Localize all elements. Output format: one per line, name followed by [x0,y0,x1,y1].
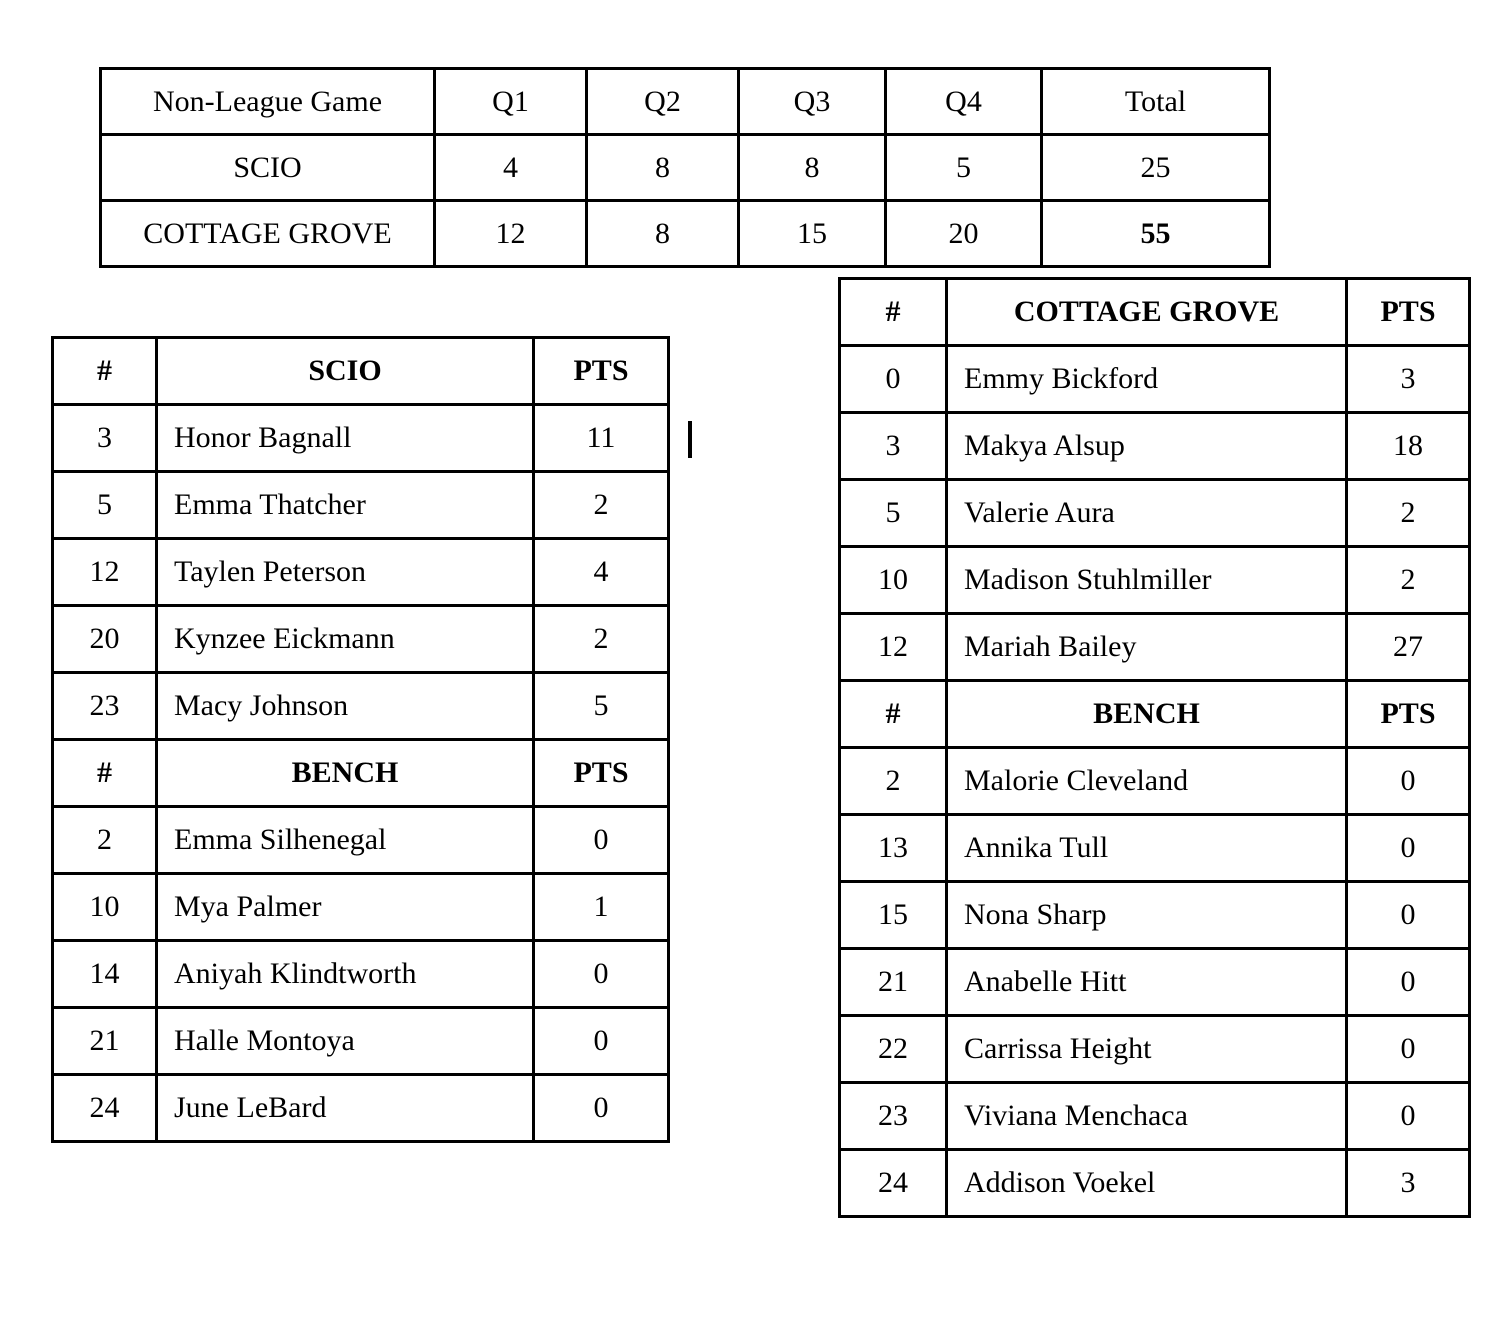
player-number-cell[interactable]: 20 [53,606,157,673]
player-points-cell[interactable]: 4 [534,539,669,606]
player-points-cell[interactable]: 2 [1347,480,1470,547]
player-points-cell[interactable]: 0 [534,941,669,1008]
total-score-cell[interactable]: 55 [1042,201,1270,267]
player-row [840,949,1470,1016]
player-number-cell[interactable]: 23 [840,1083,947,1150]
player-row [53,941,669,1008]
player-name-cell[interactable]: Anabelle Hitt [947,949,1347,1016]
player-row [840,413,1470,480]
player-row [840,547,1470,614]
score-header-row [101,69,1270,135]
roster-header-num[interactable]: # [53,338,157,405]
player-number-cell[interactable]: 23 [53,673,157,740]
player-row [53,673,669,740]
score-col-header-q2[interactable]: Q2 [587,69,739,135]
scio-roster-table [51,336,670,1143]
player-row [840,614,1470,681]
roster-header-pts[interactable]: PTS [1347,279,1470,346]
player-row [840,346,1470,413]
player-points-cell[interactable]: 2 [534,472,669,539]
player-name-cell[interactable]: Aniyah Klindtworth [157,941,534,1008]
player-number-cell[interactable]: 10 [53,874,157,941]
player-points-cell[interactable]: 0 [1347,1083,1470,1150]
player-row [840,748,1470,815]
player-row [53,874,669,941]
roster-header-bench[interactable]: BENCH [947,681,1347,748]
score-col-header-q1[interactable]: Q1 [435,69,587,135]
player-row [53,1075,669,1142]
quarter-score-cell[interactable]: 5 [886,135,1042,201]
player-number-cell[interactable]: 5 [840,480,947,547]
player-points-cell[interactable]: 5 [534,673,669,740]
roster-header-pts[interactable]: PTS [1347,681,1470,748]
player-row [840,882,1470,949]
player-name-cell[interactable]: Carrissa Height [947,1016,1347,1083]
score-col-header-total[interactable]: Total [1042,69,1270,135]
player-points-cell[interactable]: 0 [534,807,669,874]
player-number-cell[interactable]: 12 [53,539,157,606]
player-number-cell[interactable]: 22 [840,1016,947,1083]
quarter-score-cell[interactable]: 8 [587,201,739,267]
player-points-cell[interactable]: 11 [534,405,669,472]
roster-header-num[interactable]: # [840,279,947,346]
player-points-cell[interactable]: 0 [534,1075,669,1142]
player-name-cell[interactable]: Emmy Bickford [947,346,1347,413]
player-points-cell[interactable]: 3 [1347,1150,1470,1217]
quarter-score-cell[interactable]: 20 [886,201,1042,267]
player-number-cell[interactable]: 21 [840,949,947,1016]
player-points-cell[interactable]: 1 [534,874,669,941]
player-name-cell[interactable]: Emma Silhenegal [157,807,534,874]
player-number-cell[interactable]: 2 [53,807,157,874]
player-number-cell[interactable]: 2 [840,748,947,815]
player-name-cell[interactable]: Annika Tull [947,815,1347,882]
player-row [53,606,669,673]
player-row [53,807,669,874]
player-name-cell[interactable]: Nona Sharp [947,882,1347,949]
player-row [840,815,1470,882]
player-points-cell[interactable]: 27 [1347,614,1470,681]
player-number-cell[interactable]: 3 [840,413,947,480]
player-row [53,1008,669,1075]
bench-header-row [53,740,669,807]
player-name-cell[interactable]: Kynzee Eickmann [157,606,534,673]
player-points-cell[interactable]: 0 [1347,815,1470,882]
player-number-cell[interactable]: 24 [840,1150,947,1217]
player-name-cell[interactable]: Honor Bagnall [157,405,534,472]
roster-header-num[interactable]: # [840,681,947,748]
player-number-cell[interactable]: 3 [53,405,157,472]
cottage-grove-header-row [840,279,1470,346]
player-number-cell[interactable]: 15 [840,882,947,949]
quarter-score-cell[interactable]: 8 [739,135,886,201]
player-name-cell[interactable]: June LeBard [157,1075,534,1142]
player-points-cell[interactable]: 0 [1347,748,1470,815]
team-cell[interactable]: SCIO [101,135,435,201]
player-row [53,405,669,472]
player-row [840,1150,1470,1217]
player-name-cell[interactable]: Macy Johnson [157,673,534,740]
player-row [840,1016,1470,1083]
roster-header-pts[interactable]: PTS [534,338,669,405]
player-number-cell[interactable]: 5 [53,472,157,539]
quarter-score-cell[interactable]: 8 [587,135,739,201]
roster-header-bench[interactable]: BENCH [157,740,534,807]
cottage-grove-roster-table [838,277,1471,1218]
quarter-score-cell[interactable]: 4 [435,135,587,201]
score-col-header-game[interactable]: Non-League Game [101,69,435,135]
player-name-cell[interactable]: Madison Stuhlmiller [947,547,1347,614]
player-name-cell[interactable]: Valerie Aura [947,480,1347,547]
text-cursor [688,421,692,458]
player-points-cell[interactable]: 3 [1347,346,1470,413]
roster-header-team[interactable]: SCIO [157,338,534,405]
player-points-cell[interactable]: 0 [1347,882,1470,949]
team-cell[interactable]: COTTAGE GROVE [101,201,435,267]
player-points-cell[interactable]: 0 [534,1008,669,1075]
player-row [840,480,1470,547]
player-name-cell[interactable]: Mya Palmer [157,874,534,941]
player-number-cell[interactable]: 14 [53,941,157,1008]
scio-header-row [53,338,669,405]
player-row [840,1083,1470,1150]
quarter-score-cell[interactable]: 12 [435,201,587,267]
player-name-cell[interactable]: Halle Montoya [157,1008,534,1075]
player-row [53,472,669,539]
player-name-cell[interactable]: Addison Voekel [947,1150,1347,1217]
score-row-scio [101,135,1270,201]
player-number-cell[interactable]: 10 [840,547,947,614]
roster-header-num[interactable]: # [53,740,157,807]
quarter-score-cell[interactable]: 15 [739,201,886,267]
player-name-cell[interactable]: Viviana Menchaca [947,1083,1347,1150]
player-points-cell[interactable]: 2 [534,606,669,673]
player-name-cell[interactable]: Malorie Cleveland [947,748,1347,815]
score-col-header-q3[interactable]: Q3 [739,69,886,135]
player-points-cell[interactable]: 0 [1347,1016,1470,1083]
score-summary-table [99,67,1271,268]
bench-header-row [840,681,1470,748]
player-row [53,539,669,606]
player-points-cell[interactable]: 18 [1347,413,1470,480]
score-col-header-q4[interactable]: Q4 [886,69,1042,135]
player-number-cell[interactable]: 24 [53,1075,157,1142]
player-points-cell[interactable]: 2 [1347,547,1470,614]
roster-header-pts[interactable]: PTS [534,740,669,807]
player-name-cell[interactable]: Mariah Bailey [947,614,1347,681]
roster-header-team[interactable]: COTTAGE GROVE [947,279,1347,346]
player-number-cell[interactable]: 21 [53,1008,157,1075]
player-number-cell[interactable]: 0 [840,346,947,413]
score-row-cottage-grove [101,201,1270,267]
player-name-cell[interactable]: Taylen Peterson [157,539,534,606]
player-name-cell[interactable]: Emma Thatcher [157,472,534,539]
player-name-cell[interactable]: Makya Alsup [947,413,1347,480]
total-score-cell[interactable]: 25 [1042,135,1270,201]
player-number-cell[interactable]: 13 [840,815,947,882]
player-points-cell[interactable]: 0 [1347,949,1470,1016]
player-number-cell[interactable]: 12 [840,614,947,681]
